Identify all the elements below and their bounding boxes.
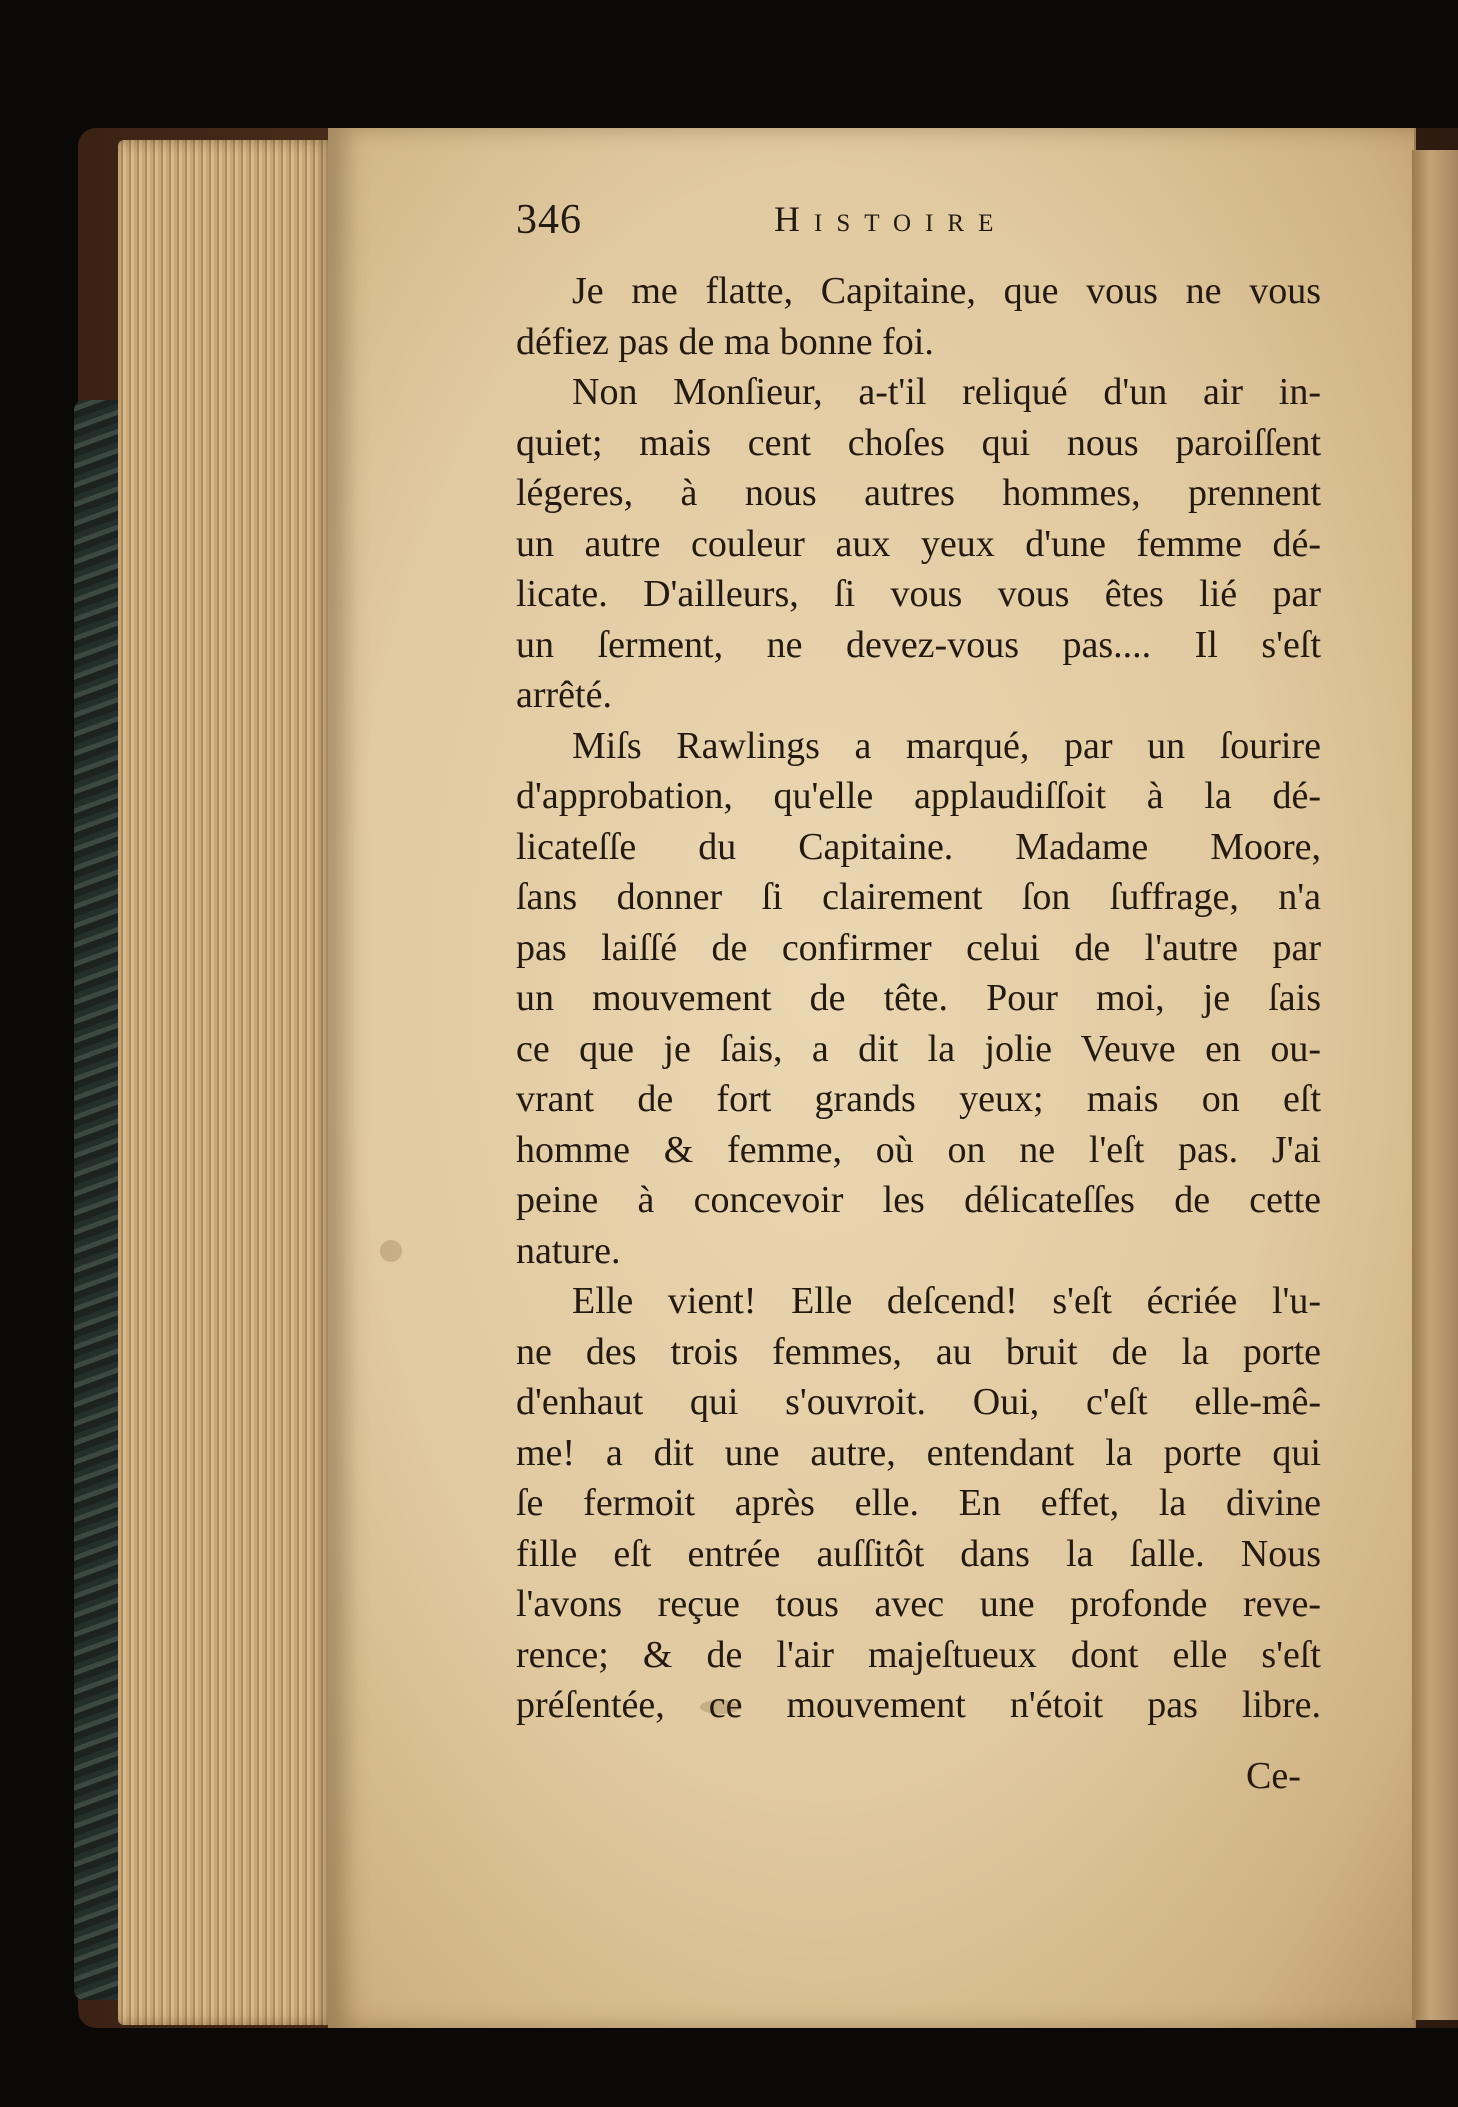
- page-edges: [118, 140, 336, 2025]
- text-line: fille eſt entrée auſſitôt dans la ſalle. Nous: [516, 1532, 1321, 1575]
- text-line: licate. D'ailleurs, ſi vous vous êtes lié par: [516, 573, 1321, 615]
- text-line: défiez pas de ma bonne foi.: [516, 320, 934, 363]
- facing-page-edge: [1412, 150, 1458, 2020]
- text-line: quiet; mais cent choſes qui nous paroiſſent: [516, 421, 1321, 464]
- text-line: arrêté.: [516, 674, 612, 716]
- text-line: ne des trois femmes, au bruit de la porte: [516, 1330, 1321, 1373]
- text-line: nature.: [516, 1229, 621, 1272]
- text-line: pas laiſſé de confirmer celui de l'autre par: [516, 926, 1321, 969]
- text-line: Non Monſieur, a-t'il reliqué d'un air in-: [572, 371, 1321, 413]
- text-line: Je me flatte, Capitaine, que vous ne vous: [572, 270, 1321, 312]
- text-line: me! a dit une autre, entendant la porte qui: [516, 1431, 1321, 1474]
- text-line: Miſs Rawlings a marqué, par un ſourire: [572, 724, 1321, 767]
- text-line: l'avons reçue tous avec une profonde reve-: [516, 1583, 1321, 1625]
- text-line: licateſſe du Capitaine. Madame Moore,: [516, 825, 1321, 868]
- text-line: rence; & de l'air majeſtueux dont elle s'eſt: [516, 1633, 1321, 1676]
- text-line: ce que je ſais, a dit la jolie Veuve en ou-: [516, 1027, 1321, 1070]
- catchword: Ce-: [1246, 1755, 1301, 1797]
- text-line: ſe fermoit après elle. En effet, la divine: [516, 1482, 1321, 1524]
- text-line: légeres, à nous autres hommes, prennent: [516, 472, 1321, 514]
- text-line: un autre couleur aux yeux d'une femme dé-: [516, 522, 1321, 565]
- text-line: d'enhaut qui s'ouvroit. Oui, c'eſt elle-mê-: [516, 1381, 1321, 1423]
- body-text: [516, 266, 1321, 1731]
- text-line: un ſerment, ne devez-vous pas.... Il s'eſt: [516, 623, 1321, 666]
- text-line: peine à concevoir les délicateſſes de cette: [516, 1179, 1321, 1221]
- text-line: d'approbation, qu'elle applaudiſſoit à la dé-: [516, 775, 1321, 817]
- page-number: 346: [516, 197, 582, 243]
- text-line: un mouvement de tête. Pour moi, je ſais: [516, 977, 1321, 1019]
- running-head: Histoire: [774, 199, 1008, 239]
- text-line: Elle vient! Elle deſcend! s'eſt écriée l'u-: [572, 1280, 1321, 1322]
- text-line: homme & femme, où on ne l'eſt pas. J'ai: [516, 1128, 1321, 1171]
- text-line: ſans donner ſi clairement ſon ſuffrage, n'a: [516, 876, 1321, 918]
- paper-stain: [380, 1240, 402, 1262]
- text-line: vrant de fort grands yeux; mais on eſt: [516, 1078, 1321, 1120]
- page-header: [516, 196, 1316, 250]
- text-line: préſentée, ce mouvement n'étoit pas libre.: [516, 1684, 1321, 1726]
